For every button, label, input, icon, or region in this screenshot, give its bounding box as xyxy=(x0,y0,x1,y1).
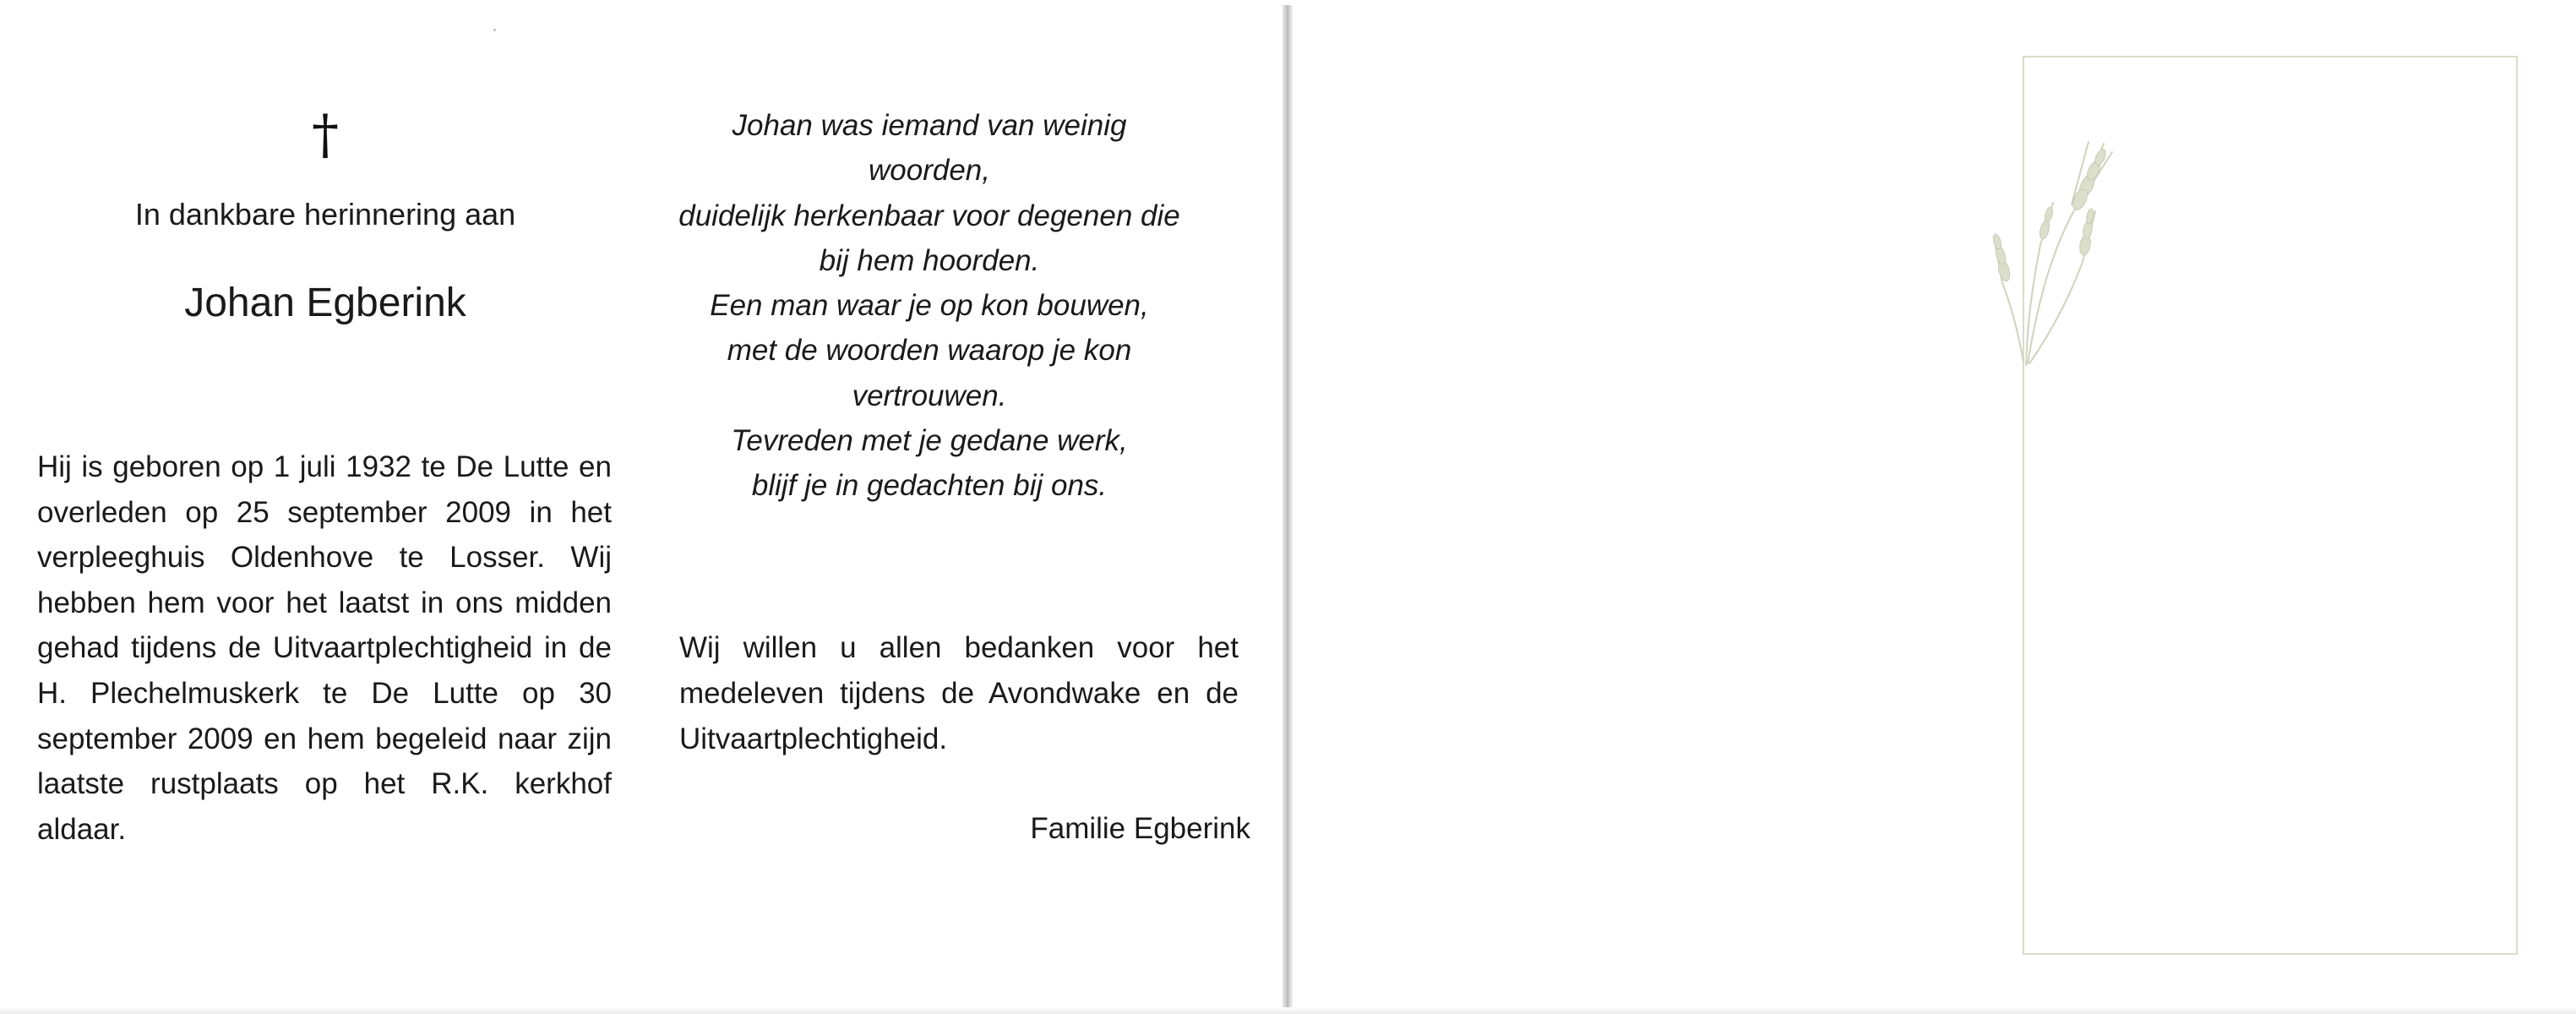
bio-line: overleden op 25 september 2009 in het xyxy=(37,495,612,529)
bio-line: gehad tijdens de Uitvaartplechtigheid in xyxy=(37,631,568,665)
poem-line: met de woorden waarop je kon xyxy=(727,334,1132,368)
poem-line: vertrouwen. xyxy=(852,379,1007,412)
biography-text xyxy=(37,444,612,852)
bio-line: 30 september 2009 en hem begeleid xyxy=(37,676,612,755)
bio-line: de H. Plechelmuskerk te De Lutte op xyxy=(37,631,612,710)
bio-line: Hij is geboren op 1 juli 1932 te De Lutte en xyxy=(37,450,612,483)
poem-line: duidelijk herkenbaar voor degenen die xyxy=(678,199,1180,232)
bio-line: verpleeghuis Oldenhove te Losser. Wij xyxy=(37,541,612,575)
deceased-name: Johan Egberink xyxy=(184,281,466,325)
intro-text: In dankbare herinnering aan xyxy=(134,197,516,232)
poem xyxy=(562,103,1297,509)
wheat-ears-icon xyxy=(1977,127,2138,372)
poem-line: woorden, xyxy=(869,154,990,188)
bio-line: naar zijn laatste rustplaats op het xyxy=(37,722,613,801)
poem-line: Johan was iemand van weinig xyxy=(732,109,1127,142)
family-signature: Familie Egberink xyxy=(1030,812,1250,845)
poem-line: bij hem hoorden. xyxy=(819,243,1040,277)
poem-line: blijf je in gedachten bij ons. xyxy=(751,469,1108,503)
bio-line: R.K. kerkhof aldaar. xyxy=(37,767,612,846)
paper-speck xyxy=(493,29,496,31)
thanks-line: medeleven tijdens de Avondwake en xyxy=(679,677,1190,710)
poem-line: Een man waar je op kon bouwen, xyxy=(710,289,1149,323)
thanks-text xyxy=(679,625,1239,762)
cross-icon: † xyxy=(312,104,339,166)
thanks-line: Wij willen u allen bedanken voor het xyxy=(679,631,1239,664)
poem-line: Tevreden met je gedane werk, xyxy=(731,424,1128,458)
thanks-line: de Uitvaartplechtigheid. xyxy=(679,677,1239,755)
bio-line: hebben hem voor het laatst in ons midden xyxy=(37,586,612,619)
paper-bottom-edge xyxy=(0,1007,2576,1014)
